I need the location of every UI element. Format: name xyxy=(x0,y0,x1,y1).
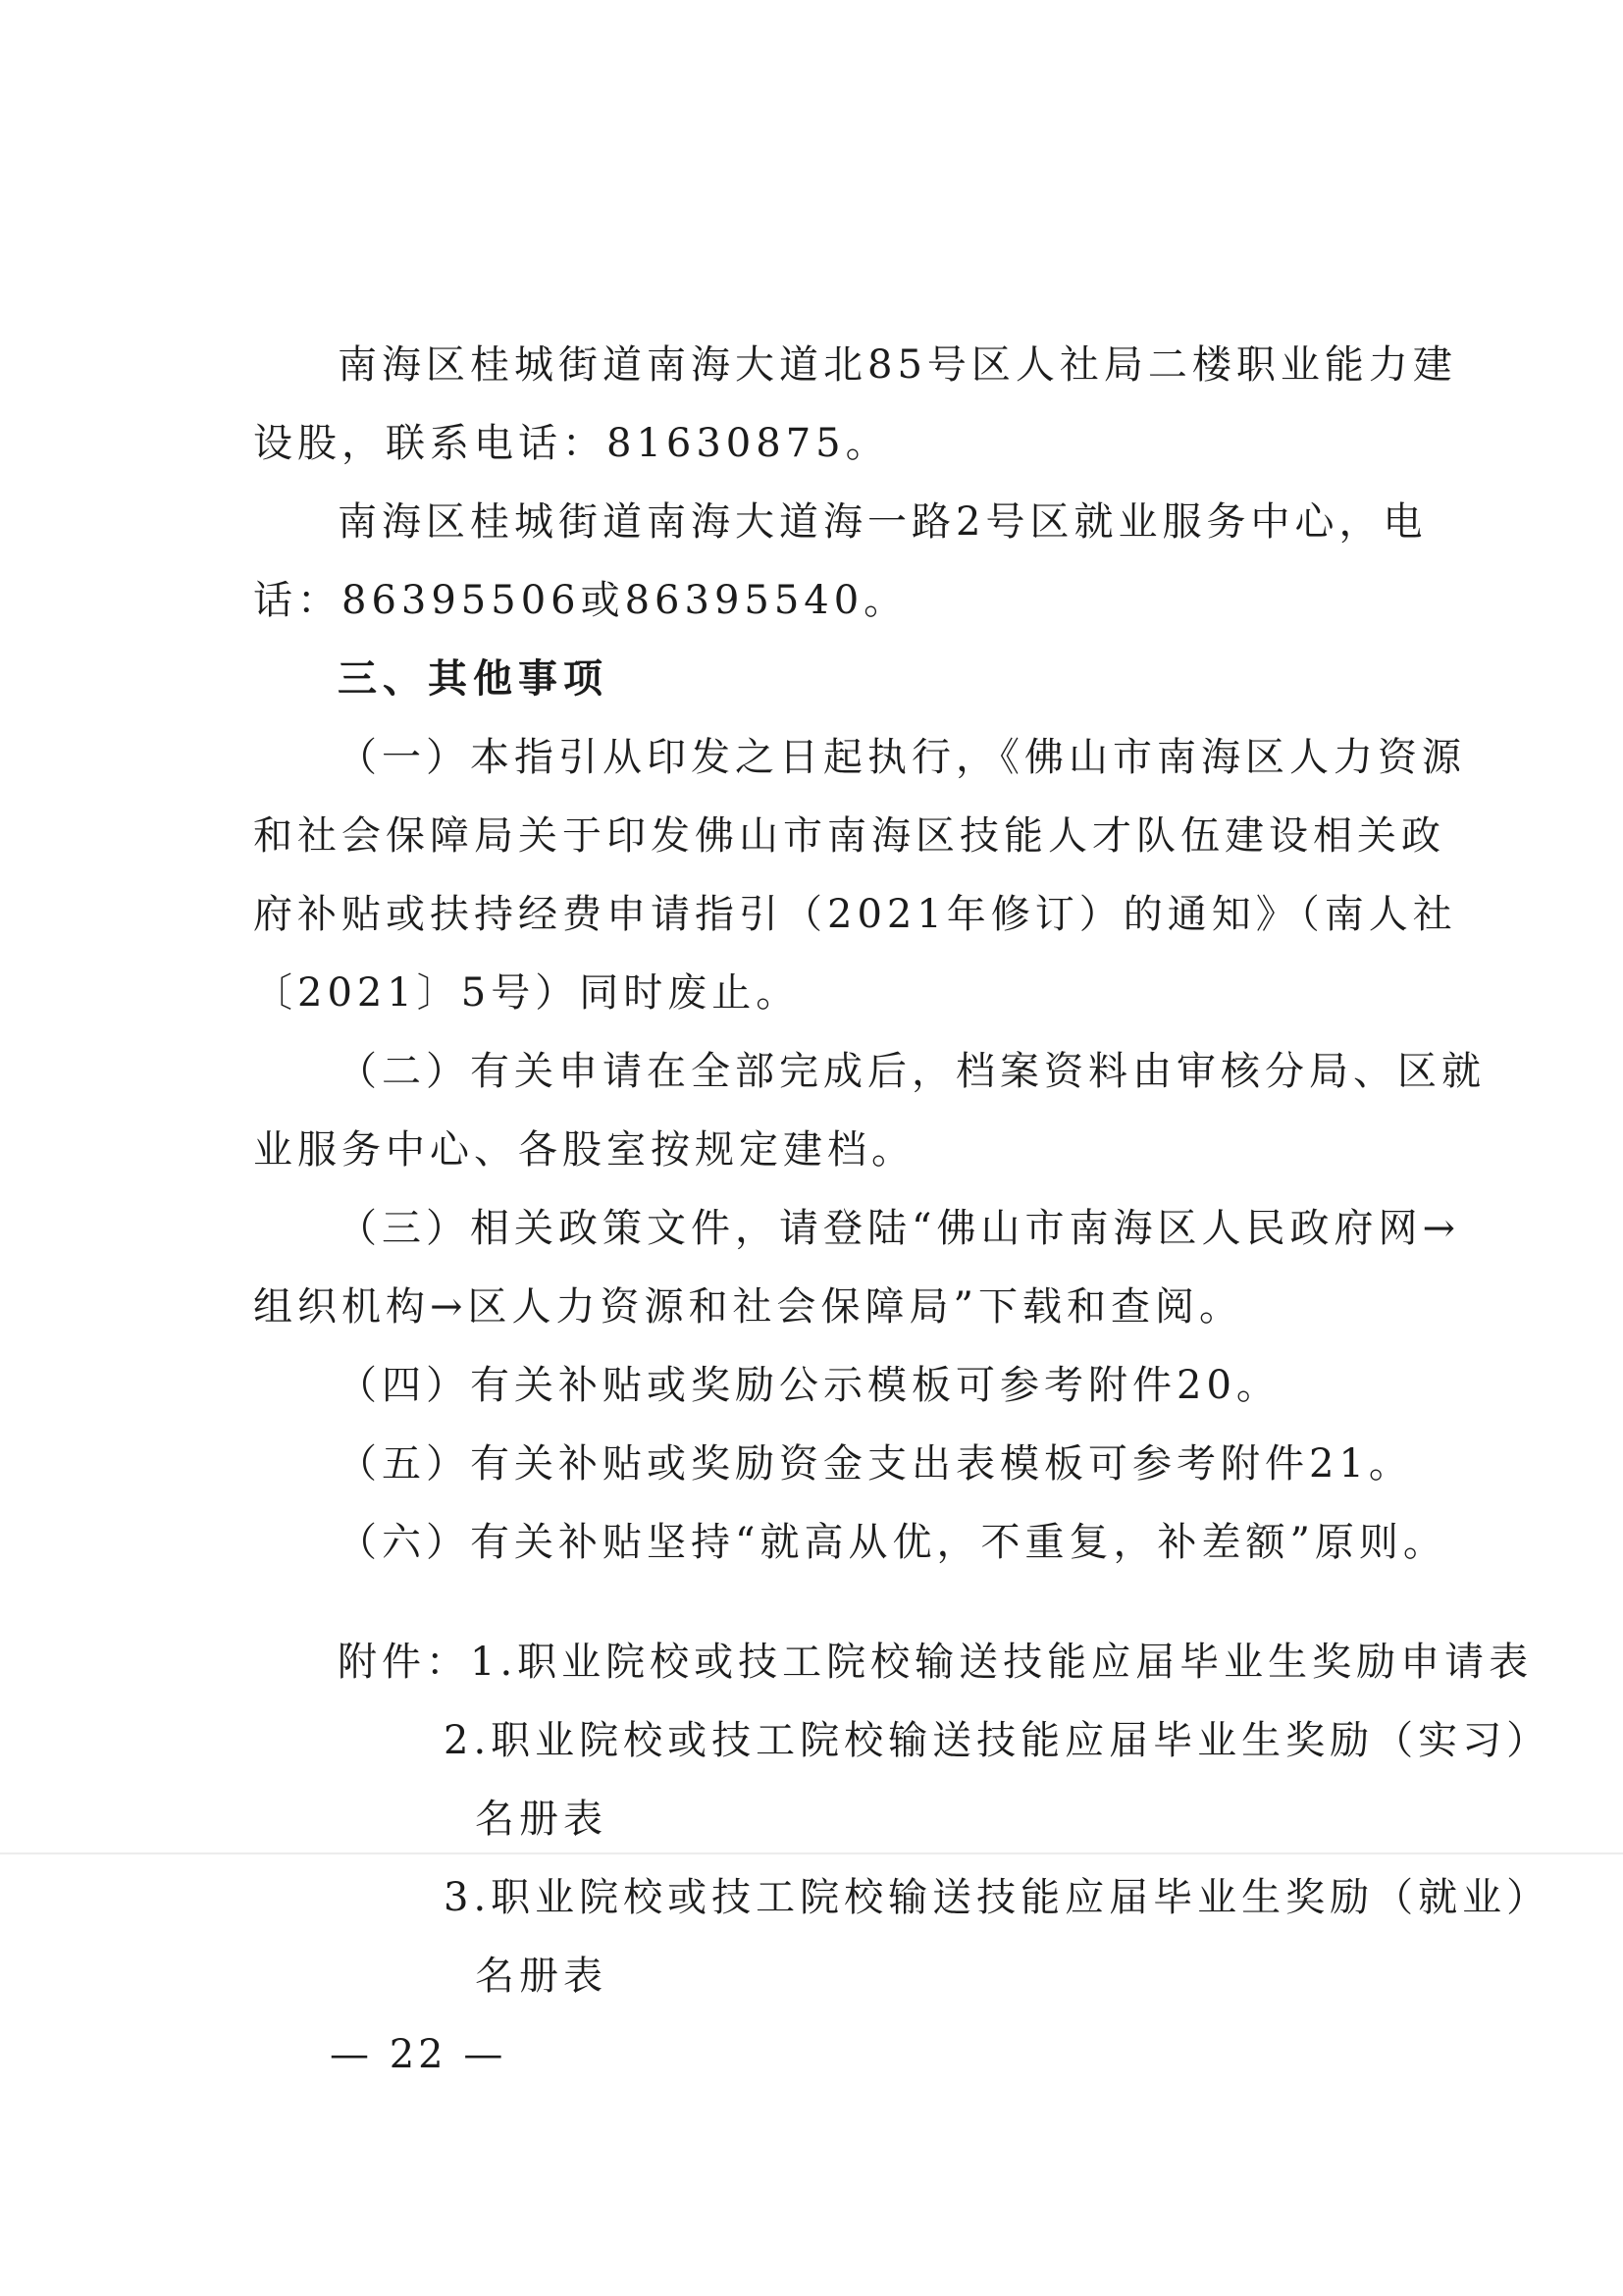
paragraph-line: 业服务中心、各股室按规定建档。 xyxy=(253,1127,916,1173)
paragraph-line: （一）本指引从印发之日起执行，《佛山市南海区人力资源 xyxy=(338,735,1466,780)
paragraph-line: （四）有关补贴或奖励公示模板可参考附件20。 xyxy=(338,1363,1281,1408)
paragraph-line: （三）相关政策文件，请登陆“佛山市南海区人民政府网→ xyxy=(338,1206,1460,1251)
attachment-line: 附件：1.职业院校或技工院校输送技能应届毕业生奖励申请表 xyxy=(338,1640,1534,1685)
paragraph-line: 设股，联系电话：81630875。 xyxy=(253,421,890,466)
paragraph-line: 南海区桂城街道南海大道海一路2号区就业服务中心，电 xyxy=(338,499,1428,545)
paragraph-line: 府补贴或扶持经费申请指引（2021年修订）的通知》（南人社 xyxy=(253,892,1457,937)
scan-divider xyxy=(0,1852,1623,1854)
page-number: — 22 — xyxy=(330,2032,507,2077)
attachment-line: 2.职业院校或技工院校输送技能应届毕业生奖励（实习） xyxy=(444,1718,1551,1763)
paragraph-line: 话：86395506或86395540。 xyxy=(253,578,909,623)
paragraph-line: 组织机构→区人力资源和社会保障局”下载和查阅。 xyxy=(253,1284,1243,1330)
paragraph-line: 南海区桂城街道南海大道北85号区人社局二楼职业能力建 xyxy=(338,342,1457,388)
section-heading: 三、其他事项 xyxy=(338,656,608,702)
attachment-line: 名册表 xyxy=(475,1797,607,1842)
paragraph-line: （二）有关申请在全部完成后，档案资料由审核分局、区就 xyxy=(338,1049,1486,1094)
attachment-line: 3.职业院校或技工院校输送技能应届毕业生奖励（就业） xyxy=(444,1875,1551,1920)
paragraph-line: （六）有关补贴坚持“就高从优，不重复，补差额”原则。 xyxy=(338,1520,1447,1565)
paragraph-line: 和社会保障局关于印发佛山市南海区技能人才队伍建设相关政 xyxy=(253,813,1445,859)
paragraph-line: 〔2021〕5号）同时废止。 xyxy=(253,970,801,1016)
paragraph-line: （五）有关补贴或奖励资金支出表模板可参考附件21。 xyxy=(338,1441,1413,1487)
attachment-line: 名册表 xyxy=(475,1954,607,1999)
